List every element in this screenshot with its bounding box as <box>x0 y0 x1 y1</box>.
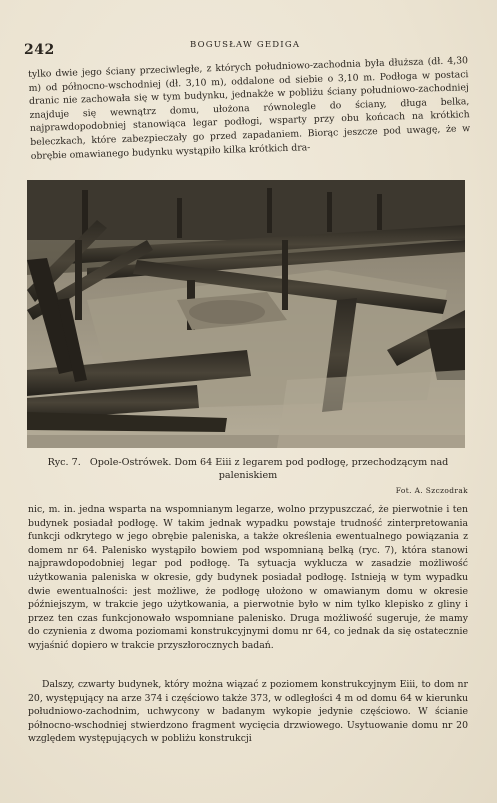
paragraph-bottom: Dalszy, czwarty budynek, który można wiązać z poziomem konstrukcyjnym Eiii, to dom nr 20, występujący na arze 374 i częściowo także 373, w odległości 4 m od domu 64 w kierunku południowo-zachodnim, uchwycony w badanym wykopie jedynie częściowo. W ścianie północno-wschodniej stwierdzono fragment wycięcia drzwiowego. Usytuowanie domu nr 20 względem występujących w pobliżu konstrukcji <box>28 679 468 745</box>
photo-credit: Fot. A. Szczodrak <box>395 486 468 495</box>
excavation-photo-drawing <box>27 180 465 448</box>
paragraph-middle: nic, m. in. jedna wsparta na wspomnianym legarze, wolno przypuszczać, że pierwotnie i ten budynek posiadał podłogę. W takim jednak wypadku powstaje trudność zinterpretowania funkcji odkrytego w jego obrębie paleniska, a także określenia ewentualnego powiązania z domem nr 64. Palenisko wystąpiło bowiem pod wspomnianą belką (ryc. 7), która stanowi najprawdopodobniej legar pod podłogę. Ta sytuacja wyklucza w zasadzie możliwość użytkowania paleniska w okresie, gdy budynek posiadał podłogę. Istnieją w tym wypadku dwie ewentualności: jest możliwe, że podłogę ułożono w omawianym domu w okresie późniejszym, w trakcie jego użytkowania, a pierwotnie było w nim tylko klepisko z gliny i przez ten czas funkcjonowało wspomniane palenisko. Druga możliwość sugeruje, że mamy do czynienia z dwoma poziomami konstrukcyjnymi domu nr 64, co jednak da się ostatecznie wyjaśnić dopiero w trakcie przyszłorocznych badań. <box>28 504 468 651</box>
figure-caption <box>28 456 468 482</box>
figure-caption-label: Ryc. 7. <box>47 457 81 468</box>
excavation-photo <box>27 180 465 448</box>
figure-caption-text: Opole-Ostrówek. Dom 64 Eiii z legarem pod podłogę, przechodzącym nad paleniskiem <box>89 457 449 481</box>
page-number: 242 <box>24 42 55 58</box>
paragraph-top: tylko dwie jego ściany przeciwległe, z których południowo-zachodnia była dłuższa (dł. 4,30 m) od północno-wschodniej (dł. 3,10 m), oddalone od siebie o 3,10 m. Podłoga w postaci dranic nie zachowała się w tym budynku, jednakże w pobliżu ściany południowo-zachodniej znajduje się wewnątrz domu, ułożona równolegle do ściany, długa belka, najprawdopodobniej stanowiąca legar podłogi, wsparty przy obu końcach na krótkich beleczkach, które zabezpieczały go przed zapadaniem. Biorąc jeszcze pod uwagę, że w obrębie omawianego budynku wystąpiło kilka krótkich dra- <box>28 55 471 162</box>
running-head-author: BOGUSŁAW GEDIGA <box>190 40 301 50</box>
